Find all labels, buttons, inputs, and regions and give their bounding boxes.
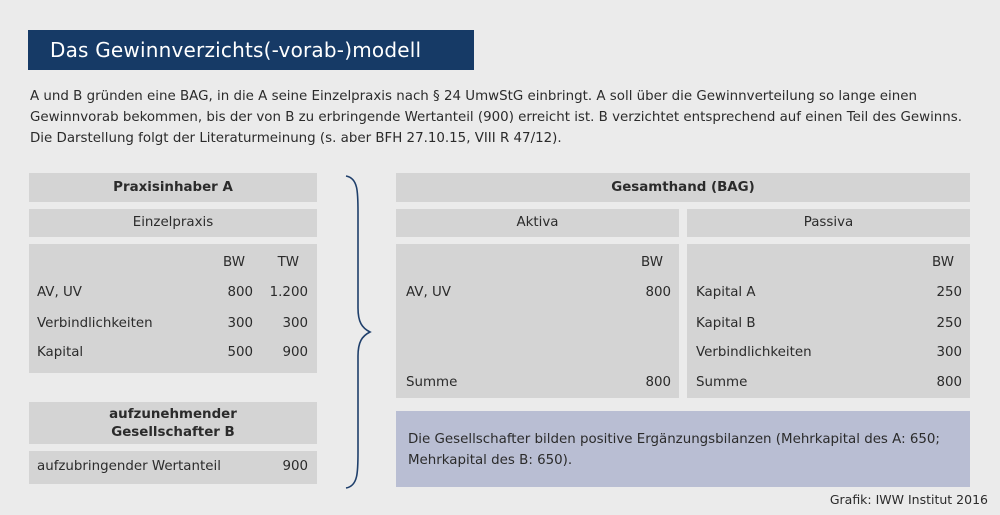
partner-header	[29, 402, 317, 444]
passiva-table	[687, 244, 970, 398]
passiva-col-bw: BW	[932, 255, 954, 270]
aktiva-table	[396, 244, 679, 398]
aktiva-sum-value: 800	[645, 375, 671, 390]
right-header	[396, 173, 970, 202]
aktiva-row-label: AV, UV	[406, 285, 451, 300]
row-bw: 800	[227, 285, 253, 300]
passiva-row-bw: 250	[936, 285, 962, 300]
aktiva-col-bw: BW	[641, 255, 663, 270]
passiva-row-bw: 250	[936, 316, 962, 331]
aktiva-label: Aktiva	[516, 215, 559, 230]
partner-row	[29, 451, 317, 484]
page-title: Das Gewinnverzichts(-vorab-)modell	[28, 30, 474, 70]
passiva-sum-label: Summe	[696, 375, 748, 390]
row-label: AV, UV	[37, 285, 82, 300]
left-balance-table	[29, 244, 317, 373]
partner-header-line2: Gesellschafter B	[111, 425, 235, 440]
passiva-row-label: Kapital B	[696, 316, 756, 331]
row-bw: 300	[227, 316, 253, 331]
passiva-label: Passiva	[803, 215, 854, 230]
row-tw: 1.200	[269, 285, 308, 300]
graphic-credit: Grafik: IWW Institut 2016	[829, 492, 988, 507]
passiva-header	[687, 209, 970, 237]
left-header-label: Praxisinhaber A	[113, 180, 233, 195]
aktiva-sum-label: Summe	[406, 375, 458, 390]
passiva-row-label: Verbindlichkeiten	[696, 345, 812, 360]
intro-text: A und B gründen eine BAG, in die A seine Einzelpraxis nach § 24 UmwStG einbringt. A soll über die Gewinnverteilung so lange einen Gewinnvorab bekommen, bis der von B zu erbringende Wertanteil (900) erreicht ist. B verzichtet entsprechend auf einen Teil des Gewinns. Die Darstellung folgt der Literaturmeinung (s. aber BFH 27.10.15, VIII R 47/12).	[30, 89, 962, 146]
curly-brace-icon	[340, 172, 374, 492]
row-label: Kapital	[37, 345, 84, 360]
partner-row-label: aufzubringender Wertanteil	[37, 459, 221, 474]
col-tw-header: TW	[277, 255, 299, 270]
row-bw: 500	[227, 345, 253, 360]
partner-header-line1: aufzunehmender	[109, 407, 237, 422]
row-tw: 900	[282, 345, 308, 360]
right-header-label: Gesamthand (BAG)	[611, 180, 755, 195]
left-header	[29, 173, 317, 202]
left-subheader	[29, 209, 317, 237]
passiva-row-label: Kapital A	[696, 285, 756, 300]
passiva-row-bw: 300	[936, 345, 962, 360]
left-subheader-label: Einzelpraxis	[132, 215, 214, 230]
aktiva-header	[396, 209, 679, 237]
row-label: Verbindlichkeiten	[37, 316, 153, 331]
ergaenzungsbilanz-note: Die Gesellschafter bilden positive Ergänzungsbilanzen (Mehrkapital des A: 650; Mehrkapital des B: 650).	[396, 411, 970, 487]
passiva-sum-value: 800	[936, 375, 962, 390]
partner-row-value: 900	[282, 459, 308, 474]
col-bw-header: BW	[223, 255, 245, 270]
aktiva-row-bw: 800	[645, 285, 671, 300]
row-tw: 300	[282, 316, 308, 331]
